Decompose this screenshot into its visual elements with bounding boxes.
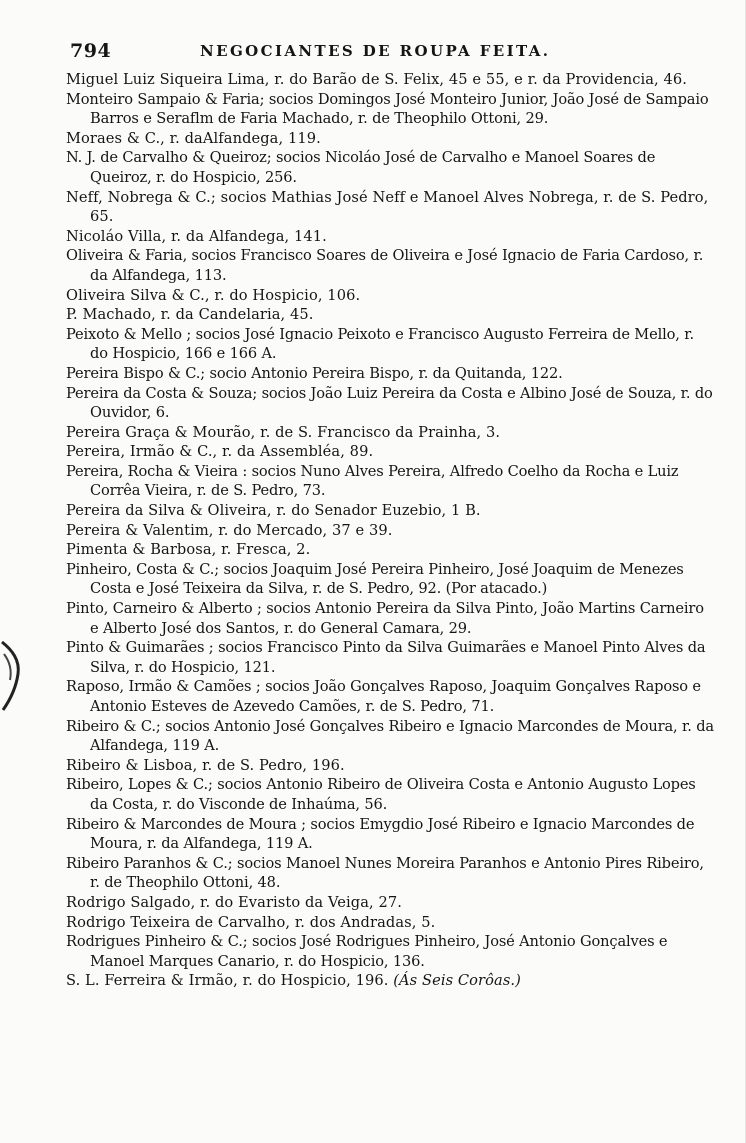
- directory-entry: Ribeiro & Marcondes de Moura ; socios Emygdio José Ribeiro e Ignacio Marcondes de Moura, r. da Alfandega, 119 A.: [66, 815, 695, 853]
- directory-entry: Pinto, Carneiro & Alberto ; socios Antonio Pereira da Silva Pinto, João Martins Carneiro e Alberto José dos Santos, r. do General Camara, 29.: [66, 600, 704, 637]
- directory-entry: Oliveira Silva & C., r. do Hospicio, 106.: [66, 286, 361, 304]
- directory-entry: Pereira, Rocha & Vieira : socios Nuno Alves Pereira, Alfredo Coelho da Rocha e Luiz Corrêa Vieira, r. de S. Pedro, 73.: [66, 462, 679, 500]
- directory-entry: Peixoto & Mello ; socios José Ignacio Peixoto e Francisco Augusto Ferreira de Mello, r. do Hospicio, 166 e 166 A.: [66, 325, 694, 363]
- running-title: NEGOCIANTES DE ROUPA FEITA.: [200, 42, 551, 60]
- directory-entry: N. J. de Carvalho & Queiroz; socios Nicoláo José de Carvalho e Manoel Soares de Queiroz, r. do Hospicio, 256.: [66, 149, 656, 186]
- page-number: 794: [70, 40, 112, 62]
- directory-entry: Nicoláo Villa, r. da Alfandega, 141.: [66, 227, 327, 245]
- directory-entry: Raposo, Irmão & Camões ; socios João Gonçalves Raposo, Joaquim Gonçalves Raposo e Antonio Esteves de Azevedo Camões, r. de S. Pedro, 71.: [66, 678, 701, 715]
- last-entry-note: (Ás Seis Corôas.): [393, 972, 521, 990]
- directory-entry: Pereira, Irmão & C., r. da Assembléa, 89.: [66, 443, 374, 461]
- directory-entry: Ribeiro & C.; socios Antonio José Gonçalves Ribeiro e Ignacio Marcondes de Moura, r. da Alfandega, 119 A.: [66, 717, 714, 755]
- directory-entry: Ribeiro Paranhos & C.; socios Manoel Nunes Moreira Paranhos e Antonio Pires Ribeiro, r. de Theophilo Ottoni, 48.: [66, 854, 704, 892]
- directory-entry-last: [66, 971, 716, 991]
- directory-entry: Pinheiro, Costa & C.; socios Joaquim José Pereira Pinheiro, José Joaquim de Menezes Costa e José Teixeira da Silva, r. de S. Pedro, 92. (Por atacado.): [66, 560, 684, 598]
- directory-entry: Rodrigues Pinheiro & C.; socios José Rodrigues Pinheiro, José Antonio Gonçalves e Manoel Marques Canario, r. do Hospicio, 136.: [66, 933, 668, 970]
- page-header: [70, 38, 710, 68]
- directory-entry: P. Machado, r. da Candelaria, 45.: [66, 306, 314, 324]
- directory-entry: Monteiro Sampaio & Faria; socios Domingos José Monteiro Junior, João José de Sampaio Barros e Seraflm de Faria Machado, r. de Theophilo Ottoni, 29.: [66, 90, 709, 128]
- directory-entry: Pereira da Silva & Oliveira, r. do Senador Euzebio, 1 B.: [66, 502, 481, 520]
- directory-entry: Pereira & Valentim, r. do Mercado, 37 e 39.: [66, 521, 393, 539]
- last-entry-text: S. L. Ferreira & Irmão, r. do Hospicio, 196.: [66, 972, 389, 990]
- directory-entry: Ribeiro, Lopes & C.; socios Antonio Ribeiro de Oliveira Costa e Antonio Augusto Lopes da Costa, r. do Visconde de Inhaúma, 56.: [66, 776, 696, 813]
- directory-entry: Ribeiro & Lisboa, r. de S. Pedro, 196.: [66, 756, 345, 774]
- directory-entries: [66, 70, 716, 991]
- directory-entry: Miguel Luiz Siqueira Lima, r. do Barão de S. Felix, 45 e 55, e r. da Providencia, 46.: [66, 71, 688, 88]
- directory-entry: Oliveira & Faria, socios Francisco Soares de Oliveira e José Ignacio de Faria Cardoso, r. da Alfandega, 113.: [66, 247, 704, 284]
- directory-entry: Pereira Bispo & C.; socio Antonio Pereira Bispo, r. da Quitanda, 122.: [66, 364, 563, 382]
- directory-entry: Pereira Graça & Mourão, r. de S. Francisco da Prainha, 3.: [66, 423, 501, 441]
- directory-entry: Pereira da Costa & Souza; socios João Luiz Pereira da Costa e Albino José de Souza, r. do Ouvidor, 6.: [66, 384, 713, 422]
- directory-entry: Neff, Nobrega & C.; socios Mathias José Neff e Manoel Alves Nobrega, r. de S. Pedro, 65.: [66, 188, 709, 226]
- directory-entry: Pinto & Guimarães ; socios Francisco Pinto da Silva Guimarães e Manoel Pinto Alves da Silva, r. do Hospicio, 121.: [66, 639, 706, 676]
- directory-entry: Rodrigo Teixeira de Carvalho, r. dos Andradas, 5.: [66, 913, 436, 931]
- directory-entry: Rodrigo Salgado, r. do Evaristo da Veiga, 27.: [66, 893, 402, 911]
- directory-entry: Moraes & C., r. daAlfandega, 119.: [66, 129, 321, 147]
- directory-entry: Pimenta & Barbosa, r. Fresca, 2.: [66, 541, 311, 559]
- binding-mark-icon: [0, 640, 24, 712]
